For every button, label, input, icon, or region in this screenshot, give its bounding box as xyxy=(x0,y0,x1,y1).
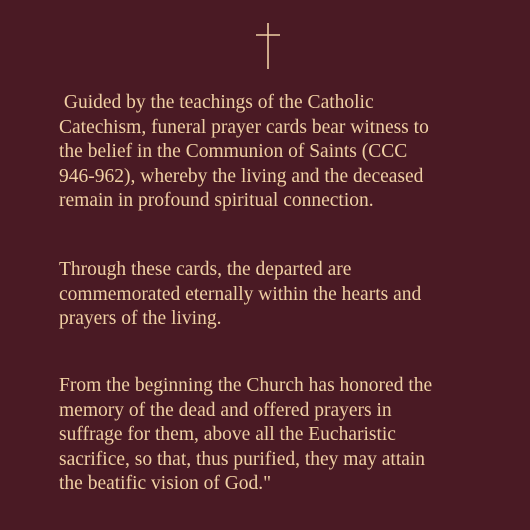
paragraph-commemoration: Through these cards, the departed are commemorated eternally within the hearts and prayers of the living. xyxy=(59,259,422,329)
paragraph-church-tradition: From the beginning the Church has honored the memory of the dead and offered prayers in suffrage for them, above all the Eucharistic sacrifice, so that, thus purified, they may attain the beatific vision of God." xyxy=(59,375,433,494)
latin-cross-icon xyxy=(255,22,281,70)
paragraph-communion-of-saints: Guided by the teachings of the Catholic Catechism, funeral prayer cards bear witness to the belief in the Communion of Saints (CCC 946-962), whereby the living and the deceased remain in profound spiritual connection. xyxy=(59,92,429,211)
